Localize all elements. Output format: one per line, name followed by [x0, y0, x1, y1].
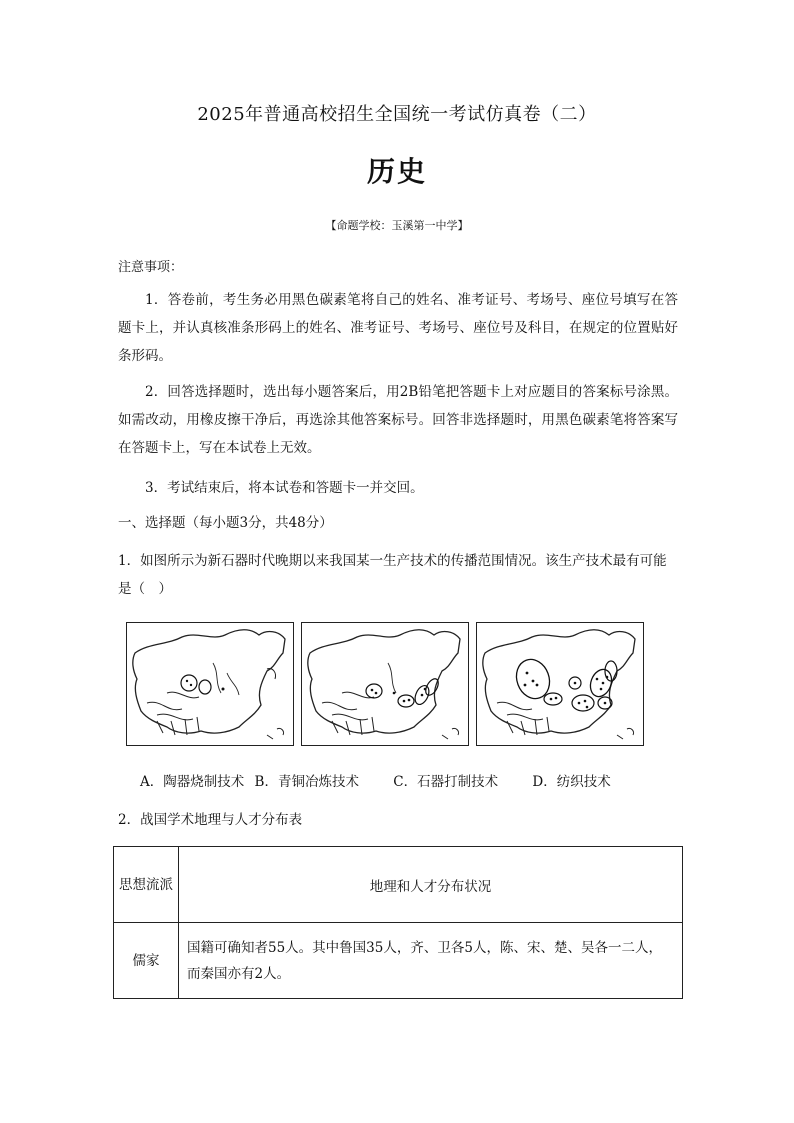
- question-2-stem: 2．战国学术地理与人才分布表: [118, 812, 303, 828]
- option-a[interactable]: A．陶器烧制技术: [140, 774, 245, 790]
- exam-title: 2025年普通高校招生全国统一考试仿真卷（二）: [197, 104, 597, 125]
- note-item-1: 1．答卷前，考生务必用黑色碳素笔将自己的姓名、准考证号、考场号、座位号填写在答题卡上，并认真核准条形码上的姓名、准考证号、考场号、座位号及科目，在规定的位置贴好条形码。: [118, 292, 678, 364]
- note-item-2: 2．回答选择题时，选出每小题答案后，用2B铅笔把答题卡上对应题目的答案标号涂黑。如需改动，用橡皮擦干净后，再选涂其他答案标号。回答非选择题时，用黑色碳素笔将答案写在答题卡上，写在本试卷上无效。: [118, 384, 678, 456]
- subject-title: 历史: [366, 155, 427, 188]
- china-map-3-icon: [477, 623, 645, 747]
- section-heading: 一、选择题（每小题3分，共48分）: [118, 515, 333, 531]
- table-cell-school: 儒家: [114, 923, 179, 999]
- option-b[interactable]: B．青铜冶炼技术: [254, 774, 359, 790]
- table-header-school: 思想流派: [114, 847, 179, 923]
- map-2: [301, 622, 469, 746]
- table-header-distribution: 地理和人才分布状况: [179, 847, 683, 923]
- option-d[interactable]: D．纺织技术: [532, 774, 611, 790]
- option-c[interactable]: C．石器打制技术: [393, 774, 499, 790]
- school-label: 【命题学校：玉溪第一中学】: [325, 219, 469, 232]
- notes-heading: 注意事项：: [118, 260, 184, 275]
- distribution-table: [113, 846, 683, 999]
- china-map-1-icon: [127, 623, 295, 747]
- china-map-2-icon: [302, 623, 470, 747]
- table-cell-distribution: 国籍可确知者55人。其中鲁国35人，齐、卫各5人，陈、宋、楚、吴各一二人，而秦国亦有2人。: [179, 923, 683, 999]
- question-1-options: [140, 770, 617, 790]
- map-figure: [126, 622, 646, 748]
- table-row: [114, 923, 683, 999]
- note-item-3: 3．考试结束后，将本试卷和答题卡一并交回。: [145, 480, 424, 496]
- map-3: [476, 622, 644, 746]
- question-1-stem: 1．如图所示为新石器时代晚期以来我国某一生产技术的传播范围情况。该生产技术最有可能是（ ）: [118, 553, 667, 597]
- table-header-row: [114, 847, 683, 923]
- map-1: [126, 622, 294, 746]
